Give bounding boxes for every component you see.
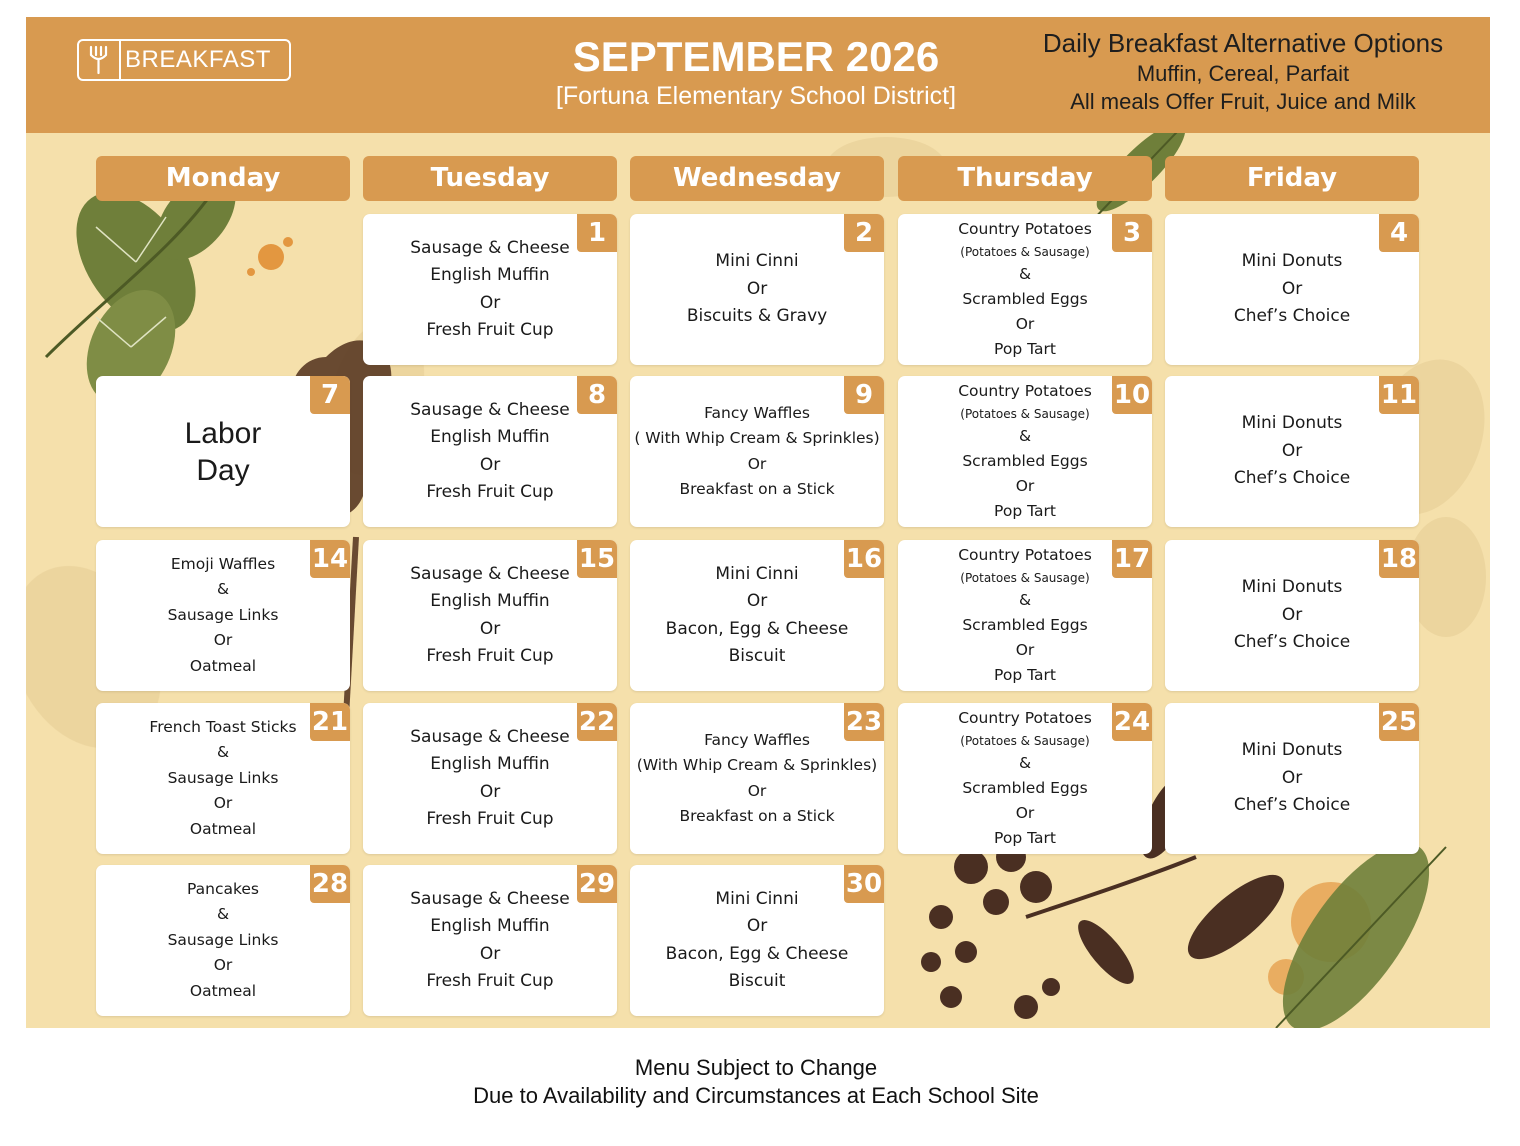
menu-line: Breakfast on a Stick <box>679 480 835 498</box>
menu-line: ( With Whip Cream & Sprinkles) <box>634 429 880 447</box>
menu-line: Mini Donuts <box>1241 251 1343 272</box>
menu-line: & <box>216 905 230 924</box>
menu-line: Biscuit <box>728 971 786 991</box>
menu-line: Sausage & Cheese <box>410 399 570 420</box>
menu-line: Country Potatoes <box>958 220 1092 238</box>
menu-line: English Muffin <box>430 427 550 447</box>
menu-line: Country Potatoes <box>958 709 1092 727</box>
menu-line: Fancy Waffles <box>704 730 810 749</box>
breakfast-logo <box>77 39 291 81</box>
alternatives-heading: Daily Breakfast Alternative Options <box>1042 28 1444 58</box>
page-title: SEPTEMBER 2026 <box>572 33 940 80</box>
menu-line: Sausage & Cheese <box>410 237 570 258</box>
menu-line: Bacon, Egg & Cheese <box>665 618 849 639</box>
district-name: [Fortuna Elementary School District] <box>555 82 957 110</box>
day-number: 10 <box>1112 376 1152 414</box>
day-number: 11 <box>1379 376 1419 414</box>
day-cell-21 <box>96 703 350 854</box>
menu-line: Scrambled Eggs <box>962 290 1088 308</box>
menu-line: Scrambled Eggs <box>962 452 1088 470</box>
menu-items <box>369 540 611 691</box>
menu-items <box>1171 703 1413 854</box>
menu-line: Sausage & Cheese <box>410 726 570 747</box>
menu-line: French Toast Sticks <box>149 717 297 736</box>
menu-line: (Potatoes & Sausage) <box>960 571 1090 585</box>
menu-line: Day <box>196 453 250 487</box>
menu-line: (Potatoes & Sausage) <box>960 734 1090 748</box>
menu-line: English Muffin <box>430 265 550 285</box>
day-number: 1 <box>577 214 617 252</box>
menu-line: & <box>1018 754 1032 772</box>
menu-line: & <box>1018 427 1032 445</box>
menu-line: (Potatoes & Sausage) <box>960 245 1090 259</box>
day-cell-30 <box>630 865 884 1016</box>
menu-items <box>1171 540 1413 691</box>
menu-line: Labor <box>184 416 262 450</box>
menu-line: Pop Tart <box>994 340 1056 358</box>
day-cell-10 <box>898 376 1152 527</box>
menu-line: Or <box>1281 604 1303 625</box>
weekday-header-friday: Friday <box>1165 156 1419 201</box>
menu-line: Chef’s Choice <box>1233 468 1351 489</box>
menu-line: Oatmeal <box>189 656 257 675</box>
day-number: 15 <box>577 540 617 578</box>
day-number: 4 <box>1379 214 1419 252</box>
menu-line: Biscuits & Gravy <box>686 306 828 327</box>
header-banner <box>26 17 1490 133</box>
menu-line: Pop Tart <box>994 829 1056 847</box>
menu-line: Or <box>213 794 233 813</box>
menu-line: (Potatoes & Sausage) <box>960 407 1090 421</box>
menu-line: Or <box>1015 804 1035 822</box>
menu-items <box>102 703 344 854</box>
logo-label: BREAKFAST <box>125 46 271 73</box>
menu-items <box>102 376 344 527</box>
menu-line: Scrambled Eggs <box>962 779 1088 797</box>
menu-line: Scrambled Eggs <box>962 616 1088 634</box>
menu-items <box>369 703 611 854</box>
day-number: 28 <box>310 865 350 903</box>
footer-notice: Menu Subject to Change <box>634 1055 878 1080</box>
menu-items <box>904 214 1146 365</box>
menu-line: Or <box>479 618 501 639</box>
day-cell-15 <box>363 540 617 691</box>
menu-line: Or <box>746 591 768 611</box>
day-cell-28 <box>96 865 350 1016</box>
menu-line: Oatmeal <box>189 819 257 838</box>
menu-line: English Muffin <box>430 916 550 936</box>
day-number: 7 <box>310 376 350 414</box>
menu-line: Or <box>1281 278 1303 299</box>
menu-line: English Muffin <box>430 754 550 774</box>
menu-line: Breakfast on a Stick <box>679 807 835 825</box>
menu-calendar-sheet <box>26 17 1490 1028</box>
day-number: 23 <box>844 703 884 741</box>
menu-items <box>636 376 878 527</box>
menu-line: Chef’s Choice <box>1233 306 1351 327</box>
menu-line: Or <box>746 916 768 936</box>
day-number: 24 <box>1112 703 1152 741</box>
day-number: 14 <box>310 540 350 578</box>
day-number: 8 <box>577 376 617 414</box>
menu-items <box>904 703 1146 854</box>
weekday-header-wednesday: Wednesday <box>630 156 884 201</box>
day-cell-22 <box>363 703 617 854</box>
menu-line: Fresh Fruit Cup <box>426 809 554 829</box>
menu-line: Sausage & Cheese <box>410 888 570 909</box>
menu-line: Mini Donuts <box>1241 577 1343 598</box>
fork-icon <box>79 41 121 79</box>
menu-line: Biscuit <box>728 646 786 666</box>
menu-items <box>904 376 1146 527</box>
menu-line: & <box>216 580 230 599</box>
menu-line: (With Whip Cream & Sprinkles) <box>636 756 878 774</box>
day-cell-18 <box>1165 540 1419 691</box>
menu-line: Sausage & Cheese <box>410 563 570 584</box>
menu-line: Mini Cinni <box>715 251 799 272</box>
menu-line: Or <box>213 956 233 975</box>
menu-items <box>636 703 878 854</box>
day-cell-2 <box>630 214 884 365</box>
alternatives-note: All meals Offer Fruit, Juice and Milk <box>1070 89 1416 114</box>
menu-line: Or <box>213 631 233 650</box>
menu-line: English Muffin <box>430 591 550 611</box>
day-number: 17 <box>1112 540 1152 578</box>
alternatives-options: Muffin, Cereal, Parfait <box>1136 61 1350 86</box>
menu-line: & <box>1018 591 1032 609</box>
menu-line: Or <box>1015 641 1035 659</box>
menu-line: Or <box>479 292 501 313</box>
day-cell-29 <box>363 865 617 1016</box>
day-number: 3 <box>1112 214 1152 252</box>
day-cell-14 <box>96 540 350 691</box>
menu-items <box>636 540 878 691</box>
day-cell-16 <box>630 540 884 691</box>
menu-items <box>102 540 344 691</box>
menu-line: Or <box>747 454 767 473</box>
day-number: 22 <box>577 703 617 741</box>
menu-line: Or <box>746 278 768 299</box>
menu-line: Or <box>479 454 501 475</box>
menu-line: Or <box>747 781 767 800</box>
footer-notice-detail: Due to Availability and Circumstances at Each School Site <box>473 1083 1039 1108</box>
menu-line: Or <box>1281 767 1303 788</box>
day-cell-1 <box>363 214 617 365</box>
menu-items <box>904 540 1146 691</box>
day-number: 16 <box>844 540 884 578</box>
menu-line: Mini Cinni <box>715 888 799 909</box>
day-cell-17 <box>898 540 1152 691</box>
menu-line: Sausage Links <box>167 768 279 787</box>
menu-line: Oatmeal <box>189 981 257 1000</box>
menu-line: Fresh Fruit Cup <box>426 646 554 666</box>
day-number: 21 <box>310 703 350 741</box>
menu-line: Or <box>479 781 501 802</box>
menu-line: Or <box>1015 477 1035 495</box>
menu-line: Emoji Waffles <box>170 554 276 573</box>
menu-line: Pop Tart <box>994 666 1056 684</box>
menu-line: Fancy Waffles <box>704 403 810 422</box>
menu-line: Mini Cinni <box>715 563 799 584</box>
day-cell-7 <box>96 376 350 527</box>
menu-items <box>1171 214 1413 365</box>
day-cell-11 <box>1165 376 1419 527</box>
menu-items <box>636 214 878 365</box>
day-cell-4 <box>1165 214 1419 365</box>
menu-line: Or <box>1015 315 1035 333</box>
weekday-header-monday: Monday <box>96 156 350 201</box>
menu-line: & <box>216 743 230 762</box>
menu-line: Country Potatoes <box>958 546 1092 564</box>
day-cell-24 <box>898 703 1152 854</box>
day-cell-23 <box>630 703 884 854</box>
menu-items <box>636 865 878 1016</box>
menu-items <box>369 865 611 1016</box>
menu-items <box>369 376 611 527</box>
day-number: 18 <box>1379 540 1419 578</box>
menu-line: Bacon, Egg & Cheese <box>665 943 849 964</box>
menu-line: Fresh Fruit Cup <box>426 482 554 502</box>
menu-line: Sausage Links <box>167 930 279 949</box>
menu-line: Mini Donuts <box>1241 740 1343 761</box>
menu-line: Chef’s Choice <box>1233 632 1351 653</box>
menu-line: Pop Tart <box>994 502 1056 520</box>
menu-line: Chef’s Choice <box>1233 795 1351 816</box>
day-cell-3 <box>898 214 1152 365</box>
menu-line: Sausage Links <box>167 605 279 624</box>
menu-line: Or <box>479 943 501 964</box>
menu-items <box>369 214 611 365</box>
menu-line: Pancakes <box>186 879 260 898</box>
menu-line: Fresh Fruit Cup <box>426 971 554 991</box>
menu-line: Mini Donuts <box>1241 413 1343 434</box>
menu-line: Fresh Fruit Cup <box>426 320 554 340</box>
weekday-header-tuesday: Tuesday <box>363 156 617 201</box>
menu-line: Or <box>1281 440 1303 461</box>
menu-line: & <box>1018 265 1032 283</box>
day-number: 9 <box>844 376 884 414</box>
menu-items <box>1171 376 1413 527</box>
day-number: 25 <box>1379 703 1419 741</box>
menu-items <box>102 865 344 1016</box>
day-number: 29 <box>577 865 617 903</box>
day-cell-25 <box>1165 703 1419 854</box>
weekday-header-thursday: Thursday <box>898 156 1152 201</box>
day-cell-9 <box>630 376 884 527</box>
day-number: 2 <box>844 214 884 252</box>
day-cell-8 <box>363 376 617 527</box>
day-number: 30 <box>844 865 884 903</box>
menu-line: Country Potatoes <box>958 382 1092 400</box>
